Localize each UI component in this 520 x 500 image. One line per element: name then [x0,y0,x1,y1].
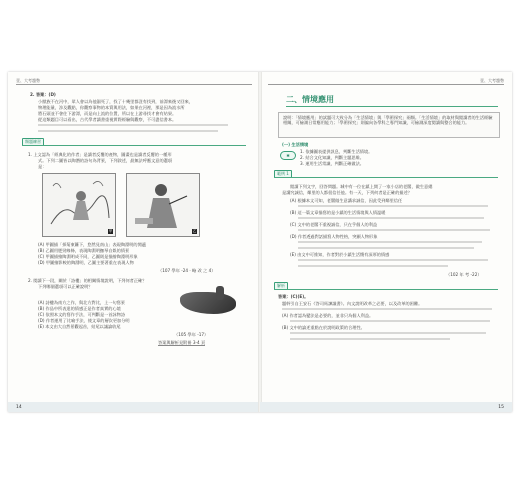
right-analysis-line: (A) 作者認為變法是必要的，並非只為個人利益。 [282,313,374,318]
answer-note: 答案與解析見附冊 3-4 頁 [158,340,206,345]
example-line: 是講究誠信，鄰里的人都很信任他。有一天，下列何者是正確的描述？ [282,190,412,195]
q2-source: （105 學年 -17） [174,332,209,337]
q2-line: 下列哪個選項可以正確說明？ [38,284,93,289]
figure-label-b: 乙 [192,229,197,233]
analysis-line: 將石頭並不會往下游漂，而是向上流的位置，所以在上游尋找才會有結果。 [38,111,177,116]
q2-option: (D) 作者運用了比喻手法，使文章的層次更加分明 [38,318,130,323]
intro-box [278,112,500,138]
left-header-rule [16,84,252,85]
q2-option: (A) 詩樓為南方之作，與北方對比，上一句寫景 [38,300,126,305]
text-filler [290,338,450,340]
q1-option: (D) 甲圖繪影較的陶淵明，乙圖主要著重在表現人物 [38,260,134,265]
hand-icon [180,292,236,314]
right-header: 壹、大考趨勢 [480,78,504,83]
text-filler [298,247,474,249]
example-option: (E) 由文中可推知，作者對於小鎮生活懷有深厚的情感 [290,252,390,257]
q2-option: (B) 作品中所表達的情感正是作者真實的心境 [38,306,121,311]
sub-title: (一) 生活情境 [282,142,309,147]
left-page-number: 14 [16,405,22,410]
text-filler [290,320,490,322]
q1-source: （107 學年 -24 · 略 改 之 4） [158,268,216,273]
text-filler [298,265,448,267]
example-option: (A) 根據本文可知，老闆做生意講求誠信，因此受到鄰里信任 [290,198,403,203]
q2-option: (E) 本文由大自然景觀起首，結尾以議論收尾 [38,324,121,329]
right-page-number: 15 [498,405,504,410]
left-footer-band [8,402,260,412]
hand-illustration [180,284,240,320]
text-filler [38,130,218,132]
left-page [8,72,260,412]
example-line: 閱讀下列文字，回答問題。城中有一位在鎮上開了一家小店的老闆，做生意總 [290,184,433,189]
text-filler [282,308,492,310]
intro-text: 說明：「情境應用」的試題可大致分為「生活情境」與「學術探究」兩類。「生活情境」的取材與閱讀者的生活經驗相關，可檢測日常應用能力；「學術探究」則偏向各學科之專門知識，可檢測深度閱讀與整合的能力。 [283,115,493,126]
sub-label-icon: ✱ [280,151,296,160]
text-filler [298,259,488,261]
q1-option: (A) 甲圖描「採菊東籬下，悠然見南山」表現陶淵明的閒適 [38,242,146,247]
q2-line: 2. 閱讀下一段，關於「詩樓」的相關情境說明，下列何者正確？ [28,278,147,283]
q1-option: (B) 乙圖用肥勁線條，表現陶淵明撫琴自娛的情景 [38,248,130,253]
q1-line: 是： [38,164,47,169]
practice-tag: 類題練習 [22,138,44,146]
book-spread [8,72,512,412]
text-filler [298,229,490,231]
left-header: 壹、大考趨勢 [16,78,40,83]
q2-option: (C) 依照本文的寫作手法，可判斷是一首詠物詩 [38,312,126,317]
right-analysis-line: 題幹引自王安石《答司馬諫議書》。內文說明改革之必要，以及改革的困難。 [282,301,423,306]
text-filler [298,217,484,219]
text-filler [298,241,482,243]
example-rule [274,177,498,178]
right-footer-band [260,402,512,412]
q1-option: (C) 甲圖描繪陶淵明成不同，乙圖則是描繪陶淵明形象 [38,254,138,259]
q1-line: 式。下列二圖皆以陶潛的詩句為背景，下列敘述，最無法呼應文意的選項 [38,158,173,163]
text-filler [298,205,488,207]
finger-icon [216,286,224,300]
example-tag: 範例 1 [274,170,292,178]
ink-painting-a-icon [43,174,115,236]
sub-item: 1. 依據圖表提供訊息，判斷生活情境。 [300,149,373,154]
illustration-b [126,173,200,237]
right-header-rule [268,84,504,85]
right-answer: 答案：(C)(E)。 [278,294,309,299]
figure-label-a: 甲 [108,229,113,233]
example-option: (C) 文中的老闆不重視誠信，只在乎個人的利益 [290,222,378,227]
ink-painting-b-icon [127,174,199,236]
q1-line: 1. 上文認為「經典化的作者」是讀者反覆的產物，圖畫也是讀者反覆的一種形 [28,152,172,157]
sub-item: 2. 結合文化知識，判斷主題思維。 [300,155,364,160]
section-title: 二、情境應用 [286,95,334,104]
right-page [260,72,512,412]
analysis-tag: 解析 [274,282,288,290]
text-filler [290,332,486,334]
example-option: (B) 這一篇文章描寫的是小鎮的生活情境與人情溫暖 [290,210,386,215]
analysis-rule [274,289,498,290]
left-answer: 2. 答案：(D) [30,92,56,97]
analysis-line: 物理能量，涉及觀點，你觀察事物的本質與用法，如果在河裡，那是因為流水所 [38,105,185,110]
example-source: （102 年 考 -22） [446,272,482,277]
example-option: (D) 作者透過對話描寫人物性格，突顯人物形象 [290,234,378,239]
right-analysis-line: (B) 文中的論述重點在於說明政策的合理性。 [282,325,365,330]
text-filler [38,124,228,126]
analysis-line: 從這類題目可以看出，古代學者讀書重視實際經驗與觀察，不可盡信書本。 [38,117,177,122]
analysis-line: 小獸族不在河中，眾人會以為他溺死了，找了十幾里都沒有找到，前漂來後又回來， [38,99,193,104]
illustration-a [42,173,116,237]
sub-item: 3. 運用生活常識，判斷正確做法。 [300,161,364,166]
practice-rule [22,145,246,146]
section-rule [286,106,498,107]
